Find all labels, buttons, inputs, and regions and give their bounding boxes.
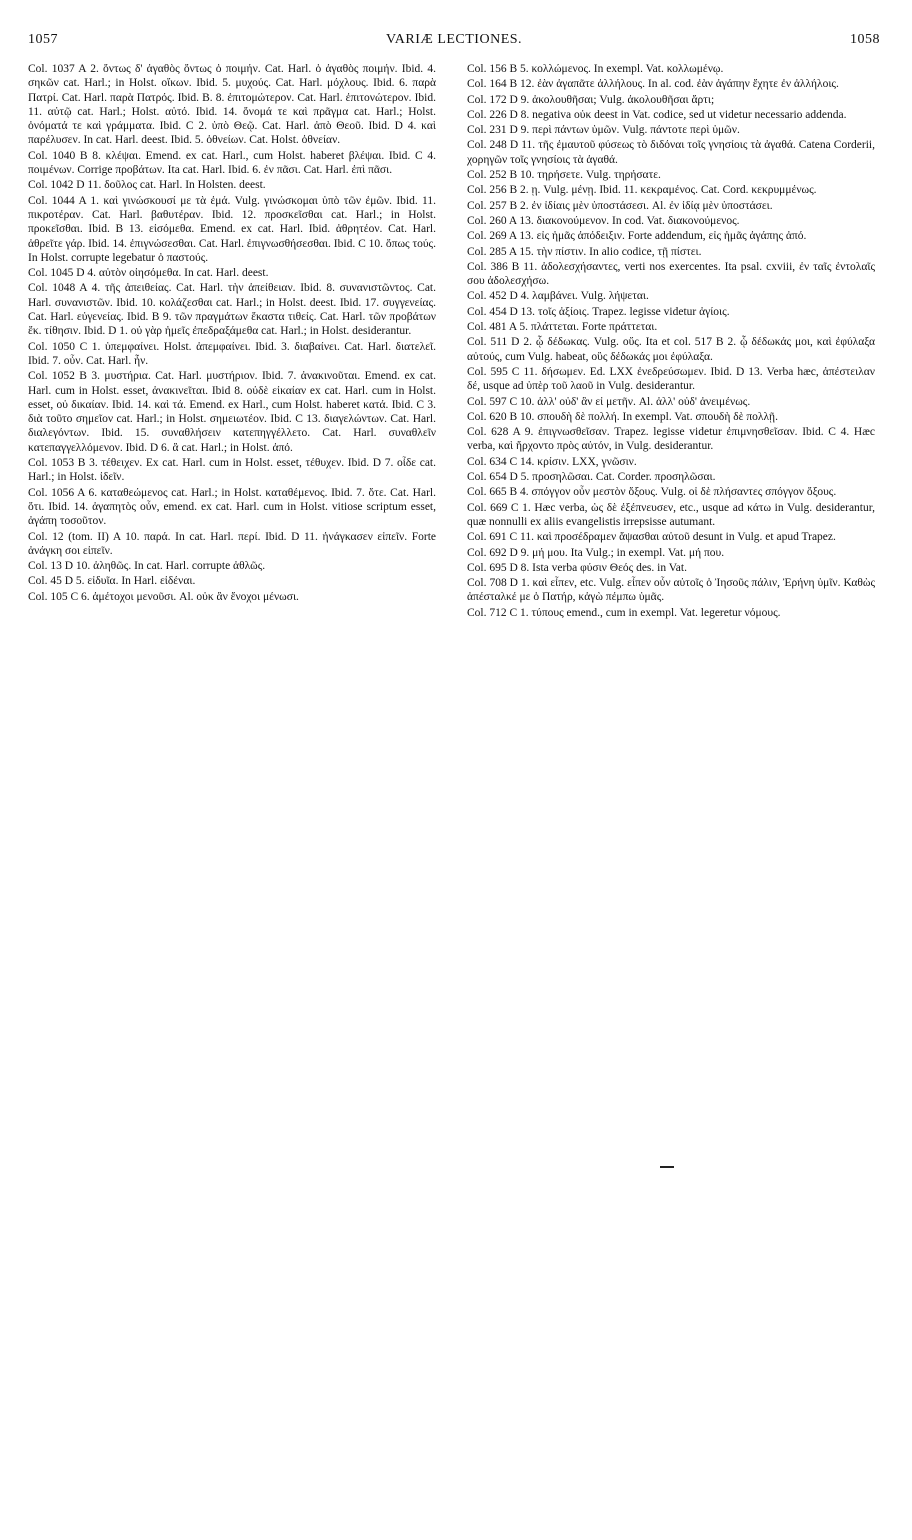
variant-entry: Col. 386 B 11. ἀδολεσχήσαντες, verti nos exercentes. Ita psal. cxviii, ἐν ταῖς ἐντολαῖς σου ἀδολεσχήσω.: [467, 260, 875, 288]
right-column: [467, 62, 875, 620]
variant-entry: Col. 285 A 15. τὴν πίστιν. In alio codice, τῇ πίστει.: [467, 245, 702, 258]
variant-entry: Col. 164 B 12. ἐὰν ἀγαπᾶτε ἀλλήλους. In al. cod. ἐὰν ἀγάπην ἔχητε ἐν ἀλλήλοις.: [467, 78, 839, 91]
variant-entry: Col. 226 D 8. negativa οὐκ deest in Vat. codice, sed ut videtur necessario addenda.: [467, 108, 847, 121]
page-title: VARIÆ LECTIONES.: [385, 32, 523, 47]
variant-entry: Col. 454 D 13. τοῖς ἀξίοις. Trapez. legisse videtur ἁγίοις.: [467, 305, 730, 318]
variant-entry: Col. 1053 B 3. τέθειχεν. Ex cat. Harl. cum in Holst. esset, τέθυχεν. Ibid. D 7. οἶδε cat. Harl.; in Holst. ἰδεῖν.: [28, 457, 436, 484]
variant-entry: Col. 1056 A 6. καταθεώμενος cat. Harl.; in Holst. καταθέμενος. Ibid. 7. ὅτε. Cat. Harl. ὅτι. Ibid. 14. ἀγαπητὸς οὖν, emend. ex cat. Harl. cum in Holst. vitiose scriptum esset, ἀγάπη τοσοῦτον.: [28, 486, 436, 528]
variant-entry: Col. 105 C 6. ἀμέτοχοι μενοῦσι. Al. οὐκ ἂν ἔνοχοι μένωσι.: [28, 590, 299, 603]
variant-entry: Col. 256 B 2. ῃ. Vulg. μένῃ. Ibid. 11. κεκραμένος. Cat. Cord. κεκρυμμένως.: [467, 184, 817, 197]
variant-entry: Col. 1040 B 8. κλέψαι. Emend. ex cat. Harl., cum Holst. haberet βλέψαι. Ibid. C 4. ποιμένων. Corrige προβάτων. Ita cat. Harl. Ibid. 6. ἐν πᾶσι. Cat. Harl. ἐπὶ πᾶσι.: [28, 149, 436, 177]
variant-entry: Col. 156 B 5. κολλώμενος. In exempl. Vat. κολλωμένῳ.: [467, 63, 724, 75]
variant-entry: Col. 695 D 8. Ista verba φύσιν Θεός des. in Vat.: [467, 561, 687, 574]
variant-entry: Col. 634 C 14. κρίσιν. LXX, γνῶσιν.: [467, 455, 637, 468]
variant-entry: Col. 597 C 10. ἀλλ' οὐδ' ἂν εἰ μετῆν. Al. ἀλλ' οὐδ' ἀνειμένως.: [467, 395, 751, 408]
variant-entry: Col. 452 D 4. λαμβάνει. Vulg. λήψεται.: [467, 290, 649, 303]
variant-entry: Col. 595 C 11. δήσωμεν. Ed. LXX ἐνεδρεύσωμεν. Ibid. D 13. Verba hæc, ἀπέστειλαν δέ, usque ad ὑπὲρ τοῦ λαοῦ in Vulg. desiderantur.: [467, 365, 875, 393]
variant-entry: Col. 1052 B 3. μυστήρια. Cat. Harl. μυστήριον. Ibid. 7. ἀνακινοῦται. Emend. ex cat. Harl. cum in Holst. esset, ἀνακινεῖται. Ibid 8. οὐδὲ εἰκαίαν ex cat. Harl. cum in Holst. esset, οὐ δικαίαν. Ibid. 14. καὶ τά. Emend. ex Harl., cum Holst. haberet κατά. Ibid. C 3. διὰ τοῦτο σημεῖον cat. Harl.; in Holst. σημειωτέον. Ibid. C 13. διαγελώντων. Cat. Harl. διαλεγόντων. Ibid. 15. συναθλήσειν κατεπηγγέλλετο. Cat. Harl. συναθλεῖν κατεπαγγελλόμενον. Ibid. D 6. ἃ cat. Harl.; in Holst. ἀπό.: [28, 370, 436, 454]
left-column: [28, 62, 436, 604]
variant-entry: Col. 1042 D 11. δοῦλος cat. Harl. In Holsten. deest.: [28, 179, 266, 192]
variant-entry: Col. 620 B 10. σπουδὴ δὲ πολλή. In exempl. Vat. σπουδὴ δὲ πολλῇ.: [467, 410, 778, 423]
variant-entry: Col. 248 D 11. τῆς ἐμαυτοῦ φύσεως τὸ διδόναι τοῖς γνησίοις τὰ ἀγαθά. Catena Corderii, χορηγῶν τοῖς γνησίοις τὰ ἀγαθά.: [467, 139, 875, 166]
variant-entry: Col. 1050 C 1. ὑπεμφαίνει. Holst. ἀπεμφαίνει. Ibid. 3. διαβαίνει. Cat. Harl. διατελεῖ. Ibid. 7. οὖν. Cat. Harl. ἦν.: [28, 340, 436, 367]
variant-entry: Col. 172 D 9. ἀκολουθῆσαι; Vulg. ἀκολουθῆσαι ἄρτι;: [467, 93, 715, 106]
variant-entry: Col. 654 D 5. προσηλῶσαι. Cat. Corder. προσηλῶσαι.: [467, 471, 716, 484]
variant-entry: Col. 45 D 5. εἰδυῖα. In Harl. εἰδέναι.: [28, 575, 196, 588]
variant-entry: Col. 692 D 9. μή μου. Ita Vulg.; in exempl. Vat. μή που.: [467, 546, 725, 559]
page-number-left: 1057: [28, 32, 58, 47]
variant-entry: Col. 691 C 11. καὶ προσέδραμεν ἅψασθαι αὐτοῦ desunt in Vulg. et apud Trapez.: [467, 531, 836, 544]
variant-entry: Col. 1045 D 4. αὐτὸν οἰησόμεθα. In cat. Harl. deest.: [28, 267, 269, 280]
end-rule: [660, 1166, 674, 1168]
page-number-right: 1058: [850, 32, 880, 47]
variant-entry: Col. 708 D 1. καὶ εἶπεν, etc. Vulg. εἶπεν οὖν αὐτοῖς ὁ Ἰησοῦς πάλιν, Ἐρήνη ὑμῖν. Καθὼς ἀπέσταλκέ με ὁ Πατήρ, κἀγὼ πέμπω ὑμᾶς.: [467, 577, 875, 604]
variant-entry: Col. 511 D 2. ᾧ δέδωκας. Vulg. οὕς. Ita et col. 517 B 2. ᾧ δέδωκάς μοι, καὶ ἐφύλαξα αὐτούς, cum Vulg. habeat, οὓς δέδωκάς μοι ἐφύλαξα.: [467, 336, 875, 363]
variant-entry: Col. 712 C 1. τύπους emend., cum in exempl. Vat. legeretur νόμους.: [467, 606, 781, 619]
variant-entry: Col. 481 A 5. πλάττεται. Forte πράττεται.: [467, 321, 658, 334]
running-header: [28, 32, 880, 54]
variant-entry: Col. 669 C 1. Hæc verba, ὡς δὲ ἐξέπνευσεν, etc., usque ad κάτω in Vulg. desiderantur, quæ nonnulli ex aliis evangelistis irrepsisse autumant.: [467, 501, 875, 528]
variant-entry: Col. 260 A 13. διακονούμενον. In cod. Vat. διακονούμενος.: [467, 214, 740, 227]
variant-entry: Col. 1048 A 4. τῆς ἀπειθείας. Cat. Harl. τὴν ἀπείθειαν. Ibid. 8. συνανιστῶντος. Cat. Harl. συνανιστῶν. Ibid. 10. κολάζεσθαι cat. Harl.; in Holst. deest. Ibid. 17. συγγενείας. Cat. Harl. εὐγενείας. Ibid. B 9. τῶν πραγμάτων ἕκαστα τιθείς. Cat. Harl. τῶν προβάτων ἕκ. τίθησιν. Ibid. D 1. οὐ γὰρ ἡμεῖς ἐπεδραξάμεθα cat. Harl.; in Holst. desiderantur.: [28, 282, 436, 338]
variant-entry: Col. 1037 A 2. ὄντως δ' ἀγαθὸς ὄντως ὁ ποιμήν. Cat. Harl. ὁ ἀγαθὸς ποιμήν. Ibid. 4. σηκῶν cat. Harl.; in Holst. οἴκων. Ibid. 5. μυχούς. Cat. Harl. μόχλους. Ibid. 6. παρὰ Πατρί. Cat. Harl. παρὰ Πατρός. Ibid. B. 8. ἐπιτομώτερον. Cat. Harl. ἐπιτονώτερον. Ibid. 11. αὐτῷ cat. Harl.; Holst. αὐτό. Ibid. 14. ὄνομά τε καὶ πρᾶγμα cat. Harl.; Holst. ὀνόματά τε καὶ γράμματα. Ibid. C 2. ὑπὸ Θεῷ. Cat. Harl. ἀπὸ Θεοῦ. Ibid. D 4. καὶ παρέλυσεν. In cat. Harl. deest. Ibid. 5. ὀθνείων. Cat. Holst. ὀθνείαν.: [28, 63, 436, 147]
variant-entry: Col. 252 B 10. τηρήσετε. Vulg. τηρήσατε.: [467, 169, 661, 182]
variant-entry: Col. 231 D 9. περὶ πάντων ὑμῶν. Vulg. πάντοτε περὶ ὑμῶν.: [467, 124, 740, 137]
variant-entry: Col. 269 A 13. εἰς ἡμᾶς ἀπόδειξιν. Forte addendum, εἰς ἡμᾶς ἀγάπης ἀπό.: [467, 230, 807, 243]
variant-entry: Col. 13 D 10. ἀληθῶς. In cat. Harl. corrupte ἀθλῶς.: [28, 560, 266, 573]
variant-entry: Col. 628 A 9. ἐπιγνωσθεῖσαν. Trapez. legisse videtur ἐπιμνησθεῖσαν. Ibid. C 4. Hæc verba, καὶ ἤρχοντο πρὸς αὐτόν, in Vulg. desiderantur.: [467, 426, 875, 453]
variant-entry: Col. 1044 A 1. καὶ γινώσκουσί με τὰ ἐμά. Vulg. γινώσκομαι ὑπὸ τῶν ἐμῶν. Ibid. 11. πικροτέραν. Cat. Harl. βαθυτέραν. Ibid. 12. προσκεῖσθαι cat. Harl.; in Holst. προκεῖσθαι. Ibid. B 13. εἰσόμεθα. Emend. ex cat. Harl. Ibid. ἀθρητέον. Cat. Harl. ἀθρεῖτε γάρ. Ibid. 14. ἐπιγνώσεσθαι. Cat. Harl. ἐπιγνωσθήσεσθαι. Ibid. C 10. ὅπως τούς. In Holst. corrupte legebatur ὁ παστούς.: [28, 194, 436, 264]
variant-entry: Col. 665 B 4. σπόγγον οὖν μεστὸν ὄξους. Vulg. οἱ δὲ πλήσαντες σπόγγον ὄξους.: [467, 486, 837, 499]
variant-entry: Col. 12 (tom. II) A 10. παρά. In cat. Harl. περί. Ibid. D 11. ἠνάγκασεν εἰπεῖν. Forte ἀνάγκη σοι εἰπεῖν.: [28, 530, 436, 557]
variant-entry: Col. 257 B 2. ἐν ἰδίαις μὲν ὑποστάσεσι. Al. ἐν ἰδίᾳ μὲν ὑποστάσει.: [467, 199, 773, 212]
